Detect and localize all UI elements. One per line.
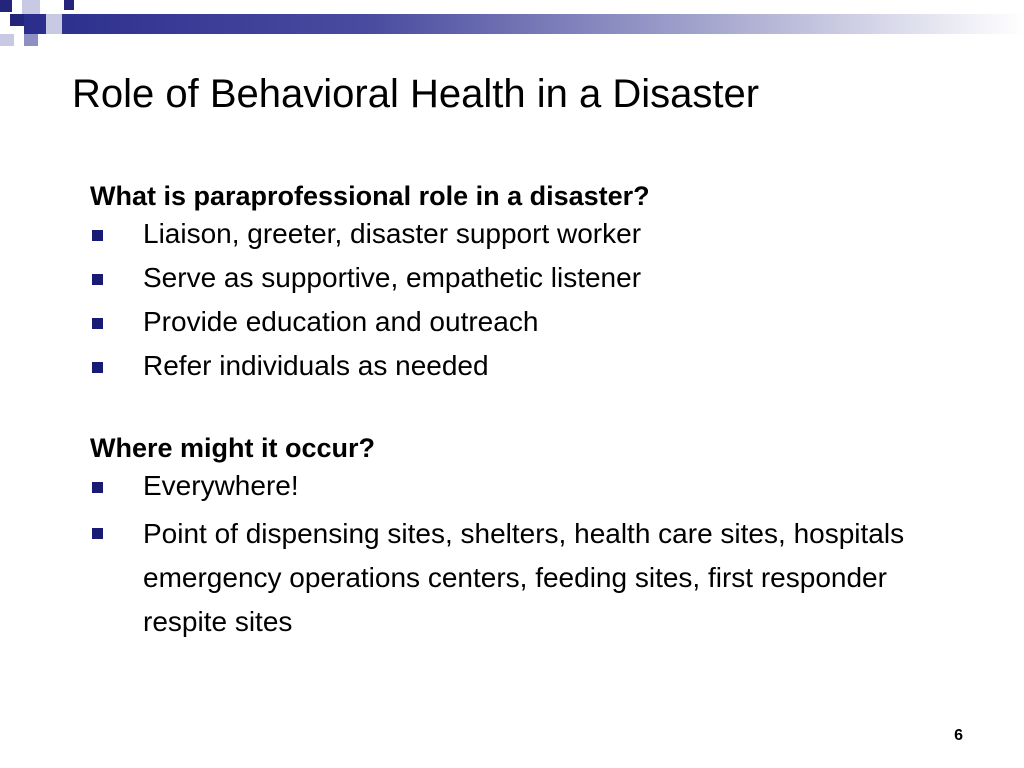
square-bullet-icon [92,528,103,539]
list-item [90,468,970,504]
decor-square [10,14,24,26]
decor-square [22,0,40,14]
bullet-list [90,216,970,384]
square-bullet-icon [92,362,103,373]
square-bullet-icon [92,274,103,285]
decor-square [24,34,38,46]
slide-title: Role of Behavioral Health in a Disaster [72,72,760,116]
section-location [90,428,970,644]
bullet-text: Serve as supportive, empathetic listener [143,262,642,293]
bullet-text: Refer individuals as needed [143,350,489,381]
bullet-text: Liaison, greeter, disaster support worker [143,218,642,249]
decor-square [46,14,62,34]
square-bullet-icon [92,230,103,241]
list-item [90,260,970,296]
bullet-text: Point of dispensing sites, shelters, health care sites, hospitals emergency operations centers, feeding sites, first responder respite sites [143,518,905,637]
section-heading: Where might it occur? [90,433,376,463]
section-role [90,176,970,384]
section-heading: What is paraprofessional role in a disaster? [90,181,650,211]
page-number: 6 [954,727,963,744]
decor-square [0,0,12,12]
square-bullet-icon [92,482,103,493]
decor-square [64,0,74,10]
list-item [90,512,970,644]
list-item [90,216,970,252]
bullet-text: Everywhere! [143,470,299,501]
section-spacer [90,392,970,428]
square-bullet-icon [92,318,103,329]
decor-square [0,34,14,46]
bullet-text: Provide education and outreach [143,306,539,337]
list-item [90,348,970,384]
list-item [90,304,970,340]
bullet-list [90,468,970,644]
header-band [24,14,1024,34]
slide-body [90,176,970,652]
